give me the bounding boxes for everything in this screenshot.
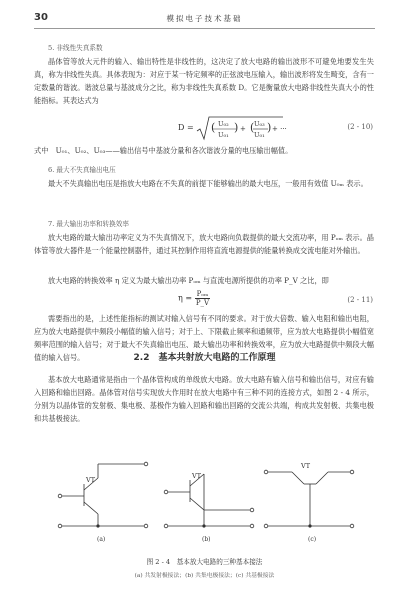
svg-text:U₀₁: U₀₁	[254, 131, 265, 139]
svg-text:+: +	[240, 125, 247, 133]
where-clause: 式中 U₀₁、U₀₂、U₀₃——输出信号中基波分量和各次谐波分量的电压输出幅值。	[34, 146, 293, 155]
paragraph-nonlinear-distortion: 晶体管等放大元件的输入、输出特性是非线性的，这决定了放大电路的输出波形不可避免地要发生失真，称为非线性失真。具体表现为：对应于某一特定频率的正弦波电压输入，输出波形将发生畸变，含有一定数量的谐波。谐波总量与基波成分之比，称为非线性失真系数 D。它是衡量放大电路非线性失真大小的性能指标。其表达式为	[34, 57, 374, 105]
paragraph-max-output-power: 放大电路的最大输出功率定义为不失真情况下，放大电路向负载提供的最大交流功率，用 Pₒₘ 表示。晶体管等放大器件是一个能量控制器件，通过其控制作用将直流电源提供的能量转换成交流电能对外输出。	[34, 233, 374, 255]
svg-text:(: (	[211, 121, 216, 134]
sqrt-sum-expression	[196, 115, 287, 141]
sub-label-a: (a)	[97, 536, 106, 543]
paragraph-conversion-efficiency: 放大电路的转换效率 η 定义为最大输出功率 Pₒₘ 与直流电源所提供的功率 P_V 之比，即	[48, 276, 329, 285]
heading-nonlinear-distortion: 5. 非线性失真系数	[48, 44, 103, 52]
book-title: 模拟电子技术基础	[166, 14, 243, 23]
transistor-label-a: VT	[86, 476, 96, 484]
paragraph-max-output-voltage: 最大不失真输出电压是指放大电路在不失真的前提下能够输出的最大电压，一般用有效值 U₀ₘ 表示。	[48, 179, 368, 188]
equation-efficiency	[178, 290, 210, 307]
svg-text:): )	[267, 121, 272, 134]
figure-subcaption: (a) 共发射极接法；(b) 共集电极接法；(c) 共基极接法	[134, 573, 275, 579]
circuit-common-collector	[164, 474, 254, 528]
svg-text:+ ···: + ···	[272, 125, 287, 133]
equation-lhs: D =	[178, 123, 194, 132]
eta-numerator: Pₒₘ	[196, 290, 209, 298]
svg-text:): )	[234, 121, 239, 134]
equation-number-2-11: (2 - 11)	[347, 296, 373, 304]
page-header	[34, 10, 375, 29]
eta-lhs: η =	[178, 293, 193, 303]
eta-fraction	[195, 290, 211, 307]
section-title-2-2: 2.2 基本共射放大电路的工作原理	[133, 353, 276, 363]
paragraph-basic-amplifier: 基本放大电路通常是指由一个晶体管构成的单级放大电路。放大电路有输入信号和输出信号，对应有输入回路和输出回路。晶体管对信号实现放大作用时在放大电路中有三种不同的连接方式，如图 2 - 4 所示，分别为以晶体管的发射极、集电极、基极作为输入回路和输出回路的交流公共端，构成共发射极、共集电极和共基极接法。	[34, 375, 374, 423]
paragraph-test-requirements: 需要指出的是，上述性能指标的测试对输入信号有不同的要求。对于放大倍数、输入电阻和输出电阻，应为放大电路提供中频段小幅值的输入信号；对于上、下限截止频率和通频带，应为放大电路提供小幅值宽频率范围的输入信号；对于最大不失真输出电压、最大输出功率和转换效率，应为放大电路提供中频段大幅值的输入信号。	[34, 314, 374, 362]
figure-caption: 图 2 - 4 基本放大电路的三种基本接法	[146, 558, 263, 566]
page-number: 30	[34, 12, 48, 23]
equation-distortion	[178, 115, 287, 141]
circuit-common-base	[264, 470, 354, 528]
svg-text:U₀₂: U₀₂	[218, 120, 229, 128]
sub-label-c: (c)	[308, 536, 317, 543]
transistor-label-b: VT	[192, 472, 202, 480]
eta-denominator: P_V	[195, 299, 210, 307]
svg-text:U₀₁: U₀₁	[218, 131, 229, 139]
transistor-label-c: VT	[301, 462, 311, 470]
equation-number-2-10: (2 - 10)	[347, 123, 373, 131]
circuit-common-emitter	[58, 462, 148, 528]
heading-max-output-power: 7. 最大输出功率和转换效率	[48, 220, 129, 228]
svg-text:(: (	[250, 121, 255, 134]
heading-max-output-voltage: 6. 最大不失真输出电压	[48, 166, 116, 174]
circuit-figure	[56, 446, 356, 534]
svg-text:U₀₃: U₀₃	[254, 120, 265, 128]
sub-label-b: (b)	[202, 536, 211, 543]
